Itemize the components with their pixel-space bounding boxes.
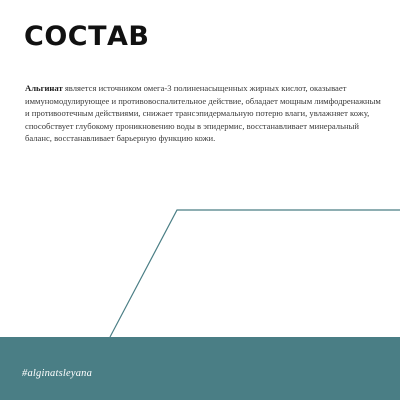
- page-title: СОСТАВ: [24, 21, 150, 52]
- outline-parallelogram: [110, 210, 400, 337]
- paragraph-text: является источником омега-3 полиненасыщенных жирных кислот, оказывает иммуномодулирующее и противовоспалительное действие, обладает мощным лимфодренажным и противоотечным действиями, снижает трансэпидермальную потерю влаги, увлажняет кожу, способствует глубокому проникновению воды в эпидермис, восстанавливает минеральный баланс, восстанавливает барьерную функцию кожи.: [25, 83, 381, 144]
- paragraph-lead: Альгинат: [25, 83, 63, 93]
- hashtag-label: #alginatsleyana: [22, 368, 93, 379]
